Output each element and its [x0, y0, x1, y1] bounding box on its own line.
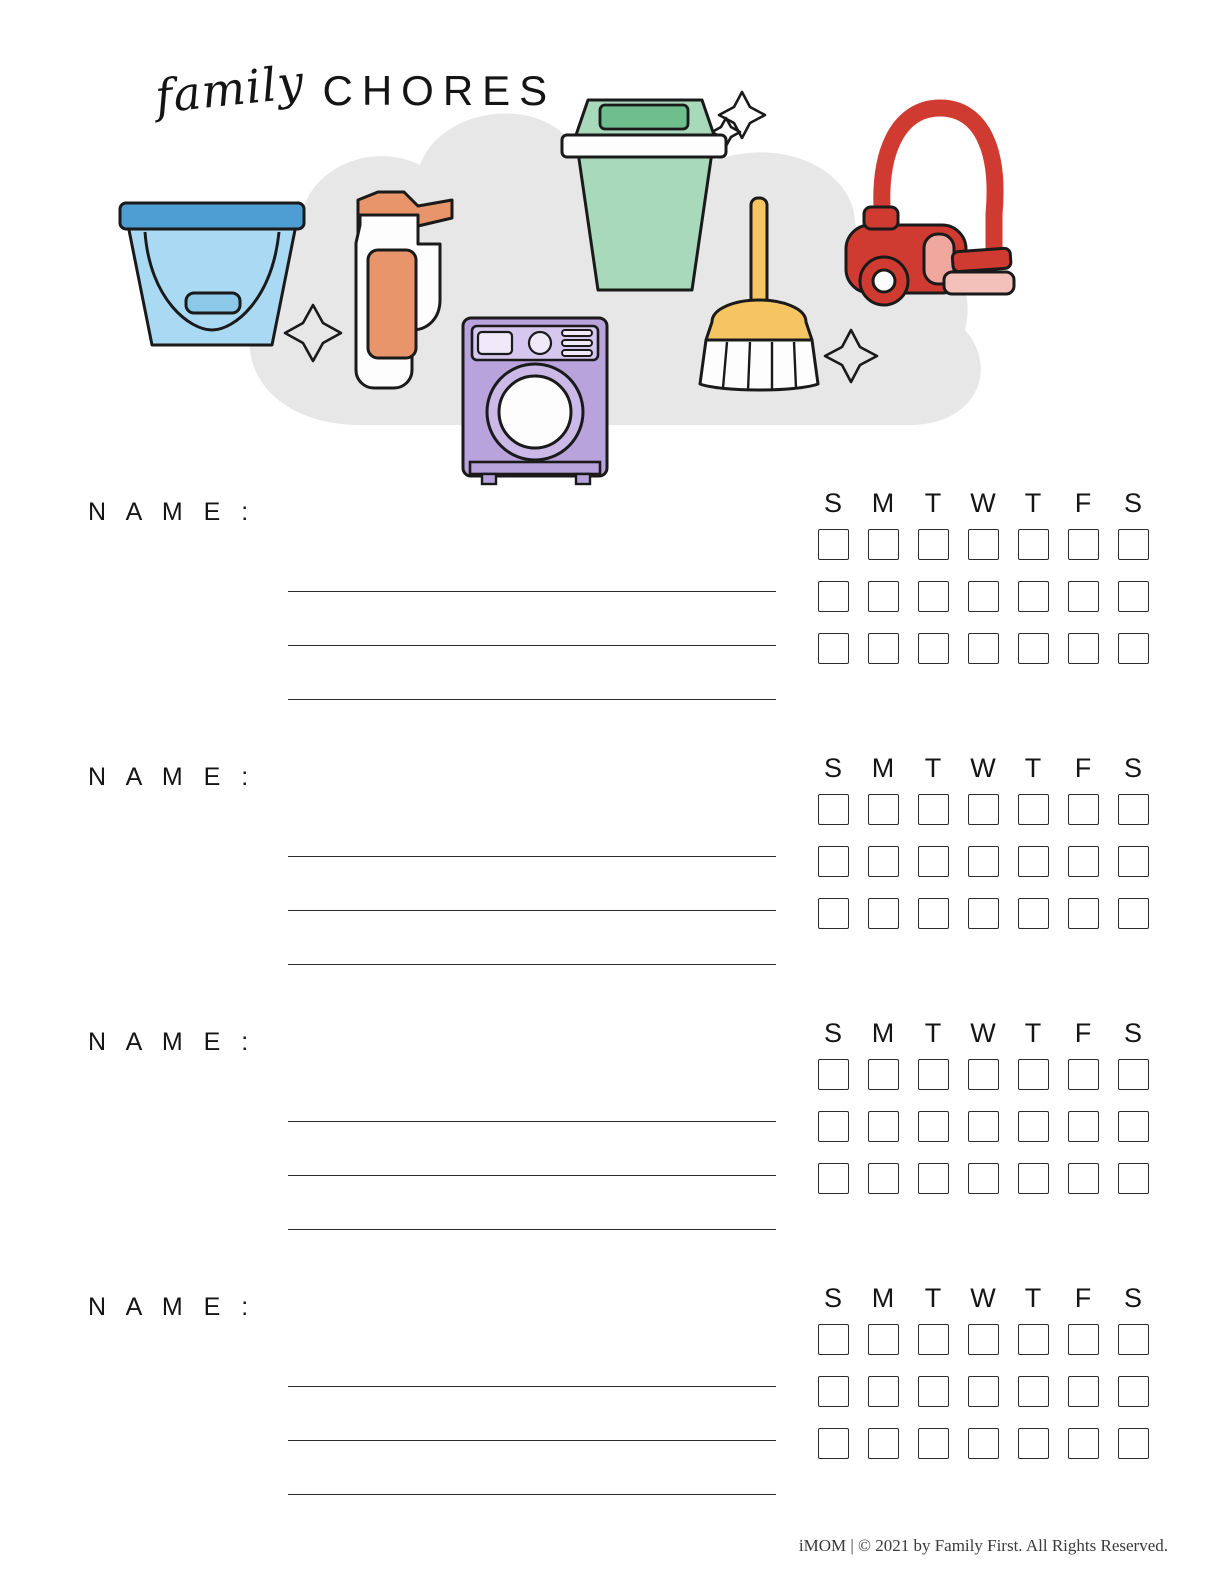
day-label: W — [970, 1283, 996, 1313]
chore-line-input[interactable] — [288, 646, 776, 700]
day-label: S — [823, 1018, 842, 1048]
day-label: F — [1074, 1283, 1092, 1313]
day-label: M — [871, 1018, 895, 1048]
chore-checkbox[interactable] — [868, 846, 899, 877]
day-label: W — [970, 753, 996, 783]
chore-checkbox[interactable] — [1118, 1324, 1149, 1355]
name-label-4: N A M E : — [88, 1293, 256, 1321]
chore-line-input[interactable] — [288, 1441, 776, 1495]
checkbox-row — [808, 846, 1158, 877]
person-block-4 — [0, 1265, 1224, 1530]
chore-checkbox[interactable] — [818, 794, 849, 825]
chore-checkbox[interactable] — [868, 794, 899, 825]
chore-chart-body — [0, 470, 1224, 1530]
checkbox-row — [808, 1059, 1158, 1090]
chore-checkbox[interactable] — [1118, 581, 1149, 612]
checkbox-row — [808, 581, 1158, 612]
chore-checkbox[interactable] — [968, 529, 999, 560]
chore-checkbox[interactable] — [1068, 581, 1099, 612]
chore-checkbox[interactable] — [868, 1163, 899, 1194]
chore-checkbox[interactable] — [818, 633, 849, 664]
chore-checkbox[interactable] — [1018, 1324, 1049, 1355]
chore-checkbox[interactable] — [918, 529, 949, 560]
chore-checkbox[interactable] — [1118, 529, 1149, 560]
chore-checkbox[interactable] — [1068, 633, 1099, 664]
chore-line-input[interactable] — [288, 538, 776, 592]
chore-checkbox[interactable] — [1118, 1428, 1149, 1459]
chore-checkbox[interactable] — [1118, 633, 1149, 664]
day-label: W — [970, 488, 996, 518]
chore-checkbox[interactable] — [818, 846, 849, 877]
chore-checkbox[interactable] — [818, 1059, 849, 1090]
day-label: T — [924, 1283, 942, 1313]
chore-checkbox[interactable] — [868, 529, 899, 560]
chore-checkbox[interactable] — [968, 1059, 999, 1090]
checkbox-row — [808, 1376, 1158, 1407]
chore-line-input[interactable] — [288, 1387, 776, 1441]
day-header-row — [808, 488, 1158, 519]
day-label: T — [1024, 488, 1042, 518]
chore-checkbox[interactable] — [1068, 1163, 1099, 1194]
chore-checkbox[interactable] — [1068, 1111, 1099, 1142]
day-label: S — [1123, 753, 1142, 783]
day-label: T — [924, 488, 942, 518]
person-block-3 — [0, 1000, 1224, 1265]
chore-checkbox[interactable] — [818, 1111, 849, 1142]
day-label: M — [871, 488, 895, 518]
day-header-row — [808, 1018, 1158, 1049]
name-label-1: N A M E : — [88, 498, 256, 526]
chore-checkbox[interactable] — [1018, 1163, 1049, 1194]
chore-checkbox[interactable] — [818, 1428, 849, 1459]
chore-line-input[interactable] — [288, 1068, 776, 1122]
chore-checkbox[interactable] — [868, 1059, 899, 1090]
chore-checkbox[interactable] — [868, 1376, 899, 1407]
chore-checkbox[interactable] — [1118, 1111, 1149, 1142]
chore-checkbox[interactable] — [968, 846, 999, 877]
day-label: S — [1123, 488, 1142, 518]
checkbox-row — [808, 529, 1158, 560]
day-label: W — [970, 1018, 996, 1048]
chore-checkbox[interactable] — [1018, 1428, 1049, 1459]
chore-checkbox[interactable] — [818, 529, 849, 560]
chore-checkbox[interactable] — [1118, 1059, 1149, 1090]
chore-line-input[interactable] — [288, 857, 776, 911]
day-header-row — [808, 753, 1158, 784]
chore-line-input[interactable] — [288, 911, 776, 965]
chore-checkbox[interactable] — [1018, 898, 1049, 929]
chore-checkbox[interactable] — [1018, 1059, 1049, 1090]
chore-checkbox[interactable] — [1118, 794, 1149, 825]
day-label: M — [871, 1283, 895, 1313]
chore-checkbox[interactable] — [918, 898, 949, 929]
bucket-icon — [120, 203, 304, 345]
chore-checkbox[interactable] — [918, 1428, 949, 1459]
day-label: T — [1024, 753, 1042, 783]
chore-checkbox[interactable] — [1018, 633, 1049, 664]
checkbox-row — [808, 1324, 1158, 1355]
chore-checkbox[interactable] — [818, 581, 849, 612]
chore-checkbox[interactable] — [818, 1163, 849, 1194]
checkbox-grid-3 — [808, 1018, 1158, 1194]
chore-checkbox[interactable] — [1068, 1059, 1099, 1090]
day-label: F — [1074, 1018, 1092, 1048]
chore-checkbox[interactable] — [1068, 1376, 1099, 1407]
checkbox-row — [808, 1111, 1158, 1142]
person-block-2 — [0, 735, 1224, 1000]
name-label-2: N A M E : — [88, 763, 256, 791]
checkbox-row — [808, 633, 1158, 664]
chore-checkbox[interactable] — [1118, 1376, 1149, 1407]
chore-checkbox[interactable] — [968, 898, 999, 929]
chore-lines-1 — [288, 538, 776, 700]
chore-lines-3 — [288, 1068, 776, 1230]
chore-checkbox[interactable] — [1118, 898, 1149, 929]
chore-checkbox[interactable] — [868, 1111, 899, 1142]
day-label: F — [1074, 488, 1092, 518]
chore-checkbox[interactable] — [968, 1111, 999, 1142]
chore-checkbox[interactable] — [968, 1376, 999, 1407]
chore-line-input[interactable] — [288, 803, 776, 857]
chore-line-input[interactable] — [288, 1176, 776, 1230]
day-header-row — [808, 1283, 1158, 1314]
chore-checkbox[interactable] — [918, 1059, 949, 1090]
chore-checkbox[interactable] — [1018, 529, 1049, 560]
page-title — [152, 54, 557, 124]
chore-checkbox[interactable] — [1068, 529, 1099, 560]
chore-checkbox[interactable] — [918, 1324, 949, 1355]
name-label-3: N A M E : — [88, 1028, 256, 1056]
page-title-script: family — [152, 54, 307, 124]
checkbox-row — [808, 1163, 1158, 1194]
chore-checkbox[interactable] — [968, 1324, 999, 1355]
checkbox-row — [808, 1428, 1158, 1459]
chore-checkbox[interactable] — [918, 581, 949, 612]
chore-checkbox[interactable] — [968, 1428, 999, 1459]
day-label: S — [823, 488, 842, 518]
chore-checkbox[interactable] — [818, 1376, 849, 1407]
chore-checkbox[interactable] — [868, 1428, 899, 1459]
chore-checkbox[interactable] — [1068, 794, 1099, 825]
chore-checkbox[interactable] — [868, 581, 899, 612]
header-illustration-area — [0, 0, 1224, 500]
chore-checkbox[interactable] — [818, 1324, 849, 1355]
chore-checkbox[interactable] — [968, 794, 999, 825]
chore-checkbox[interactable] — [868, 633, 899, 664]
chore-checkbox[interactable] — [918, 1376, 949, 1407]
checkbox-row — [808, 898, 1158, 929]
chore-checkbox[interactable] — [868, 1324, 899, 1355]
chore-lines-2 — [288, 803, 776, 965]
chore-checkbox[interactable] — [1068, 846, 1099, 877]
chore-checkbox[interactable] — [1018, 1111, 1049, 1142]
day-label: T — [1024, 1018, 1042, 1048]
chore-checkbox[interactable] — [918, 846, 949, 877]
chore-checkbox[interactable] — [1068, 898, 1099, 929]
washing-machine-icon — [463, 318, 607, 484]
chore-lines-4 — [288, 1333, 776, 1495]
page-title-caps: CHORES — [322, 67, 557, 114]
chore-line-input[interactable] — [288, 592, 776, 646]
chore-checkbox[interactable] — [1118, 1163, 1149, 1194]
chore-checkbox[interactable] — [1018, 846, 1049, 877]
day-label: S — [1123, 1018, 1142, 1048]
chore-checkbox[interactable] — [918, 633, 949, 664]
checkbox-row — [808, 794, 1158, 825]
chore-checkbox[interactable] — [1018, 581, 1049, 612]
chore-checkbox[interactable] — [968, 1163, 999, 1194]
person-block-1 — [0, 470, 1224, 735]
chore-checkbox[interactable] — [918, 794, 949, 825]
checkbox-grid-2 — [808, 753, 1158, 929]
day-label: S — [1123, 1283, 1142, 1313]
chore-checkbox[interactable] — [1118, 846, 1149, 877]
checkbox-grid-1 — [808, 488, 1158, 664]
chore-checkbox[interactable] — [1068, 1324, 1099, 1355]
chore-checkbox[interactable] — [968, 633, 999, 664]
chore-checkbox[interactable] — [868, 898, 899, 929]
chore-checkbox[interactable] — [968, 581, 999, 612]
chore-checkbox[interactable] — [918, 1163, 949, 1194]
day-label: M — [871, 753, 895, 783]
day-label: F — [1074, 753, 1092, 783]
day-label: T — [924, 753, 942, 783]
day-label: T — [1024, 1283, 1042, 1313]
checkbox-grid-4 — [808, 1283, 1158, 1459]
chore-checkbox[interactable] — [818, 898, 849, 929]
chore-checkbox[interactable] — [1018, 1376, 1049, 1407]
chore-checkbox[interactable] — [918, 1111, 949, 1142]
chore-checkbox[interactable] — [1018, 794, 1049, 825]
footer-copyright: iMOM | © 2021 by Family First. All Rights Reserved. — [798, 1536, 1168, 1555]
day-label: S — [823, 753, 842, 783]
chore-checkbox[interactable] — [1068, 1428, 1099, 1459]
chore-line-input[interactable] — [288, 1333, 776, 1387]
day-label: T — [924, 1018, 942, 1048]
vacuum-cleaner-icon — [846, 108, 1014, 305]
chore-line-input[interactable] — [288, 1122, 776, 1176]
day-label: S — [823, 1283, 842, 1313]
